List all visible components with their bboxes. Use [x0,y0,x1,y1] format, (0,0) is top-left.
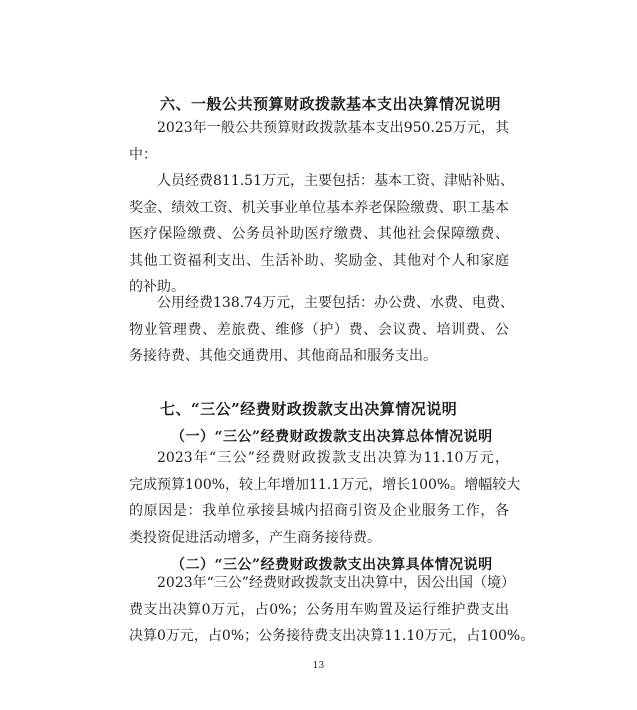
section-7-heading: 七、“三公”经费财政拨款支出决算情况说明 [160,400,458,418]
text-line: 2023年一般公共预算财政拨款基本支出950.25万元，其 [157,120,509,136]
text-line: 务接待费、其他交通费用、其他商品和服务支出。 [129,348,437,364]
section-6-heading: 六、一般公共预算财政拨款基本支出决算情况说明 [160,95,502,113]
page-number: 13 [312,661,325,671]
text-line: 物业管理费、差旅费、维修（护）费、会议费、培训费、公 [129,321,509,338]
text-line: 其他工资福利支出、生活补助、奖励金、其他对个人和家庭 [129,252,509,269]
text-line: 决算0万元，占0%；公务接待费支出决算11.10万元，占100%。 [129,628,535,644]
text-line: 2023年“三公”经费财政拨款支出决算中，因公出国（境） [157,575,515,591]
subsection-2-heading: （二）“三公”经费财政拨款支出决算具体情况说明 [171,557,493,573]
text-line: 费支出决算0万元，占0%；公务用车购置及运行维护费支出 [129,601,509,618]
subsection-2-paragraph [129,570,535,650]
text-line: 类投资促进活动增多，产生商务接待费。 [129,529,381,546]
text-line: 2023年“三公”经费财政拨款支出决算为11.10万元， [157,450,509,466]
text-line: 奖金、绩效工资、机关事业单位基本养老保险缴费、职工基本 [129,199,509,216]
text-line: 的补助。 [129,279,185,295]
text-line: 医疗保险缴费、公务员补助医疗缴费、其他社会保障缴费、 [129,226,509,242]
personnel-expenses-paragraph [129,168,514,301]
section-6-intro-paragraph [129,115,509,168]
text-line: 中： [129,146,157,163]
text-line: 完成预算100%，较上年增加11.1万元，增长100%。增幅较大 [129,476,521,493]
text-line: 的原因是：我单位承接县城内招商引资及企业服务工作，各 [129,503,509,519]
subsection-1-heading: （一）“三公”经费财政拨款支出决算总体情况说明 [171,429,493,445]
text-line: 公用经费138.74万元，主要包括：办公费、水费、电费、 [157,295,514,311]
subsection-1-paragraph [129,445,521,551]
public-expenses-paragraph [129,290,514,370]
text-line: 人员经费811.51万元，主要包括：基本工资、津贴补贴、 [157,173,514,189]
